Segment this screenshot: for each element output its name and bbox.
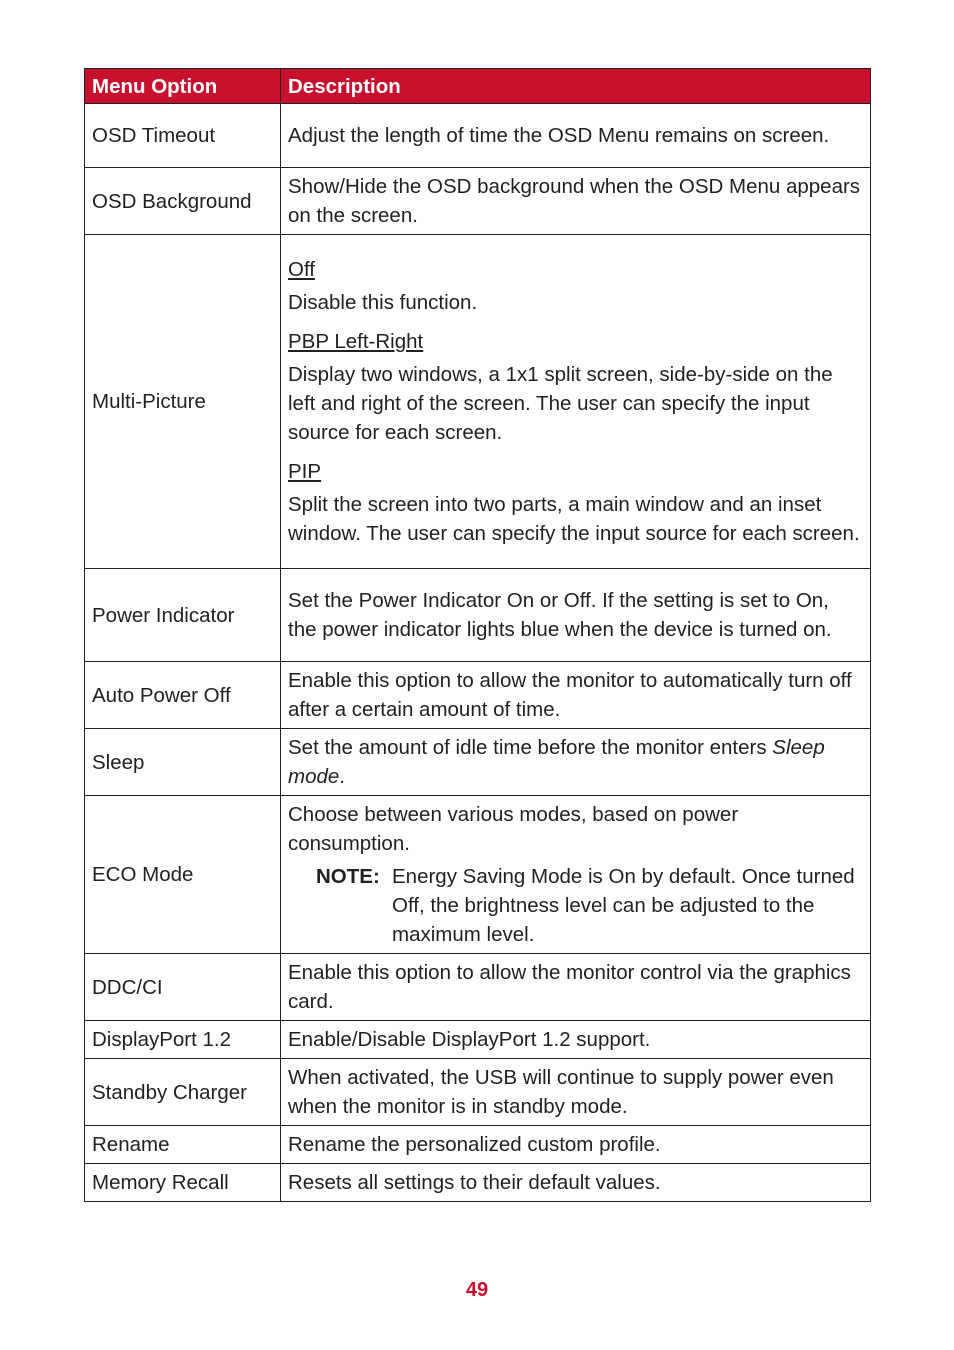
multi-picture-pbp-text: Display two windows, a 1x1 split screen, side-by-side on the left and right of the screen. The user can specify the input source for each screen. <box>288 363 833 444</box>
table-header-row <box>85 69 871 104</box>
option-sleep: Sleep <box>85 729 281 796</box>
sleep-desc-prefix: Set the amount of idle time before the monitor enters <box>288 736 773 759</box>
sleep-desc-suffix: . <box>339 765 345 788</box>
note-text: Energy Saving Mode is On by default. Once turned Off, the brightness level can be adjusted to the maximum level. <box>392 865 855 946</box>
table-row <box>85 1164 871 1202</box>
option-rename: Rename <box>85 1126 281 1164</box>
table-row <box>85 954 871 1021</box>
option-osd-background: OSD Background <box>85 168 281 235</box>
option-eco-mode: ECO Mode <box>85 796 281 954</box>
multi-picture-off-text: Disable this function. <box>288 291 478 314</box>
table-row <box>85 1059 871 1126</box>
option-displayport: DisplayPort 1.2 <box>85 1021 281 1059</box>
desc-memory-recall: Resets all settings to their default values. <box>281 1164 871 1202</box>
option-auto-power-off: Auto Power Off <box>85 662 281 729</box>
note-label: NOTE: <box>316 865 380 888</box>
option-standby-charger: Standby Charger <box>85 1059 281 1126</box>
table-row <box>85 168 871 235</box>
multi-picture-pip-title: PIP <box>288 460 322 483</box>
option-osd-timeout: OSD Timeout <box>85 104 281 168</box>
eco-mode-text: Choose between various modes, based on power consumption. <box>288 803 739 855</box>
table-row <box>85 729 871 796</box>
table-row <box>85 104 871 168</box>
multi-picture-pip-text: Split the screen into two parts, a main window and an inset window. The user can specify the input source for each screen. <box>288 493 860 545</box>
menu-options-table <box>84 68 871 1202</box>
option-power-indicator: Power Indicator <box>85 569 281 662</box>
desc-auto-power-off: Enable this option to allow the monitor to automatically turn off after a certain amount of time. <box>281 662 871 729</box>
desc-sleep <box>281 729 871 796</box>
desc-osd-timeout: Adjust the length of time the OSD Menu remains on screen. <box>281 104 871 168</box>
desc-eco-mode <box>281 796 871 954</box>
option-memory-recall: Memory Recall <box>85 1164 281 1202</box>
desc-multi-picture <box>281 235 871 569</box>
option-ddc-ci: DDC/CI <box>85 954 281 1021</box>
desc-rename: Rename the personalized custom profile. <box>281 1126 871 1164</box>
header-description: Description <box>281 69 871 104</box>
desc-osd-background: Show/Hide the OSD background when the OSD Menu appears on the screen. <box>281 168 871 235</box>
desc-ddc-ci: Enable this option to allow the monitor control via the graphics card. <box>281 954 871 1021</box>
table-row <box>85 1126 871 1164</box>
option-multi-picture: Multi-Picture <box>85 235 281 569</box>
table-row <box>85 235 871 569</box>
desc-power-indicator: Set the Power Indicator On or Off. If the setting is set to On, the power indicator lights blue when the device is turned on. <box>281 569 871 662</box>
eco-mode-note <box>288 862 863 949</box>
table-row <box>85 662 871 729</box>
multi-picture-pbp-title: PBP Left-Right <box>288 330 424 353</box>
table-row <box>85 1021 871 1059</box>
sleep-mode-italic: Sleep mode <box>288 736 825 788</box>
header-menu-option: Menu Option <box>85 69 281 104</box>
multi-picture-off-title: Off <box>288 258 315 281</box>
desc-displayport: Enable/Disable DisplayPort 1.2 support. <box>281 1021 871 1059</box>
page-number: 49 <box>465 1279 489 1301</box>
table-row <box>85 569 871 662</box>
table-row <box>85 796 871 954</box>
desc-standby-charger: When activated, the USB will continue to supply power even when the monitor is in standby mode. <box>281 1059 871 1126</box>
